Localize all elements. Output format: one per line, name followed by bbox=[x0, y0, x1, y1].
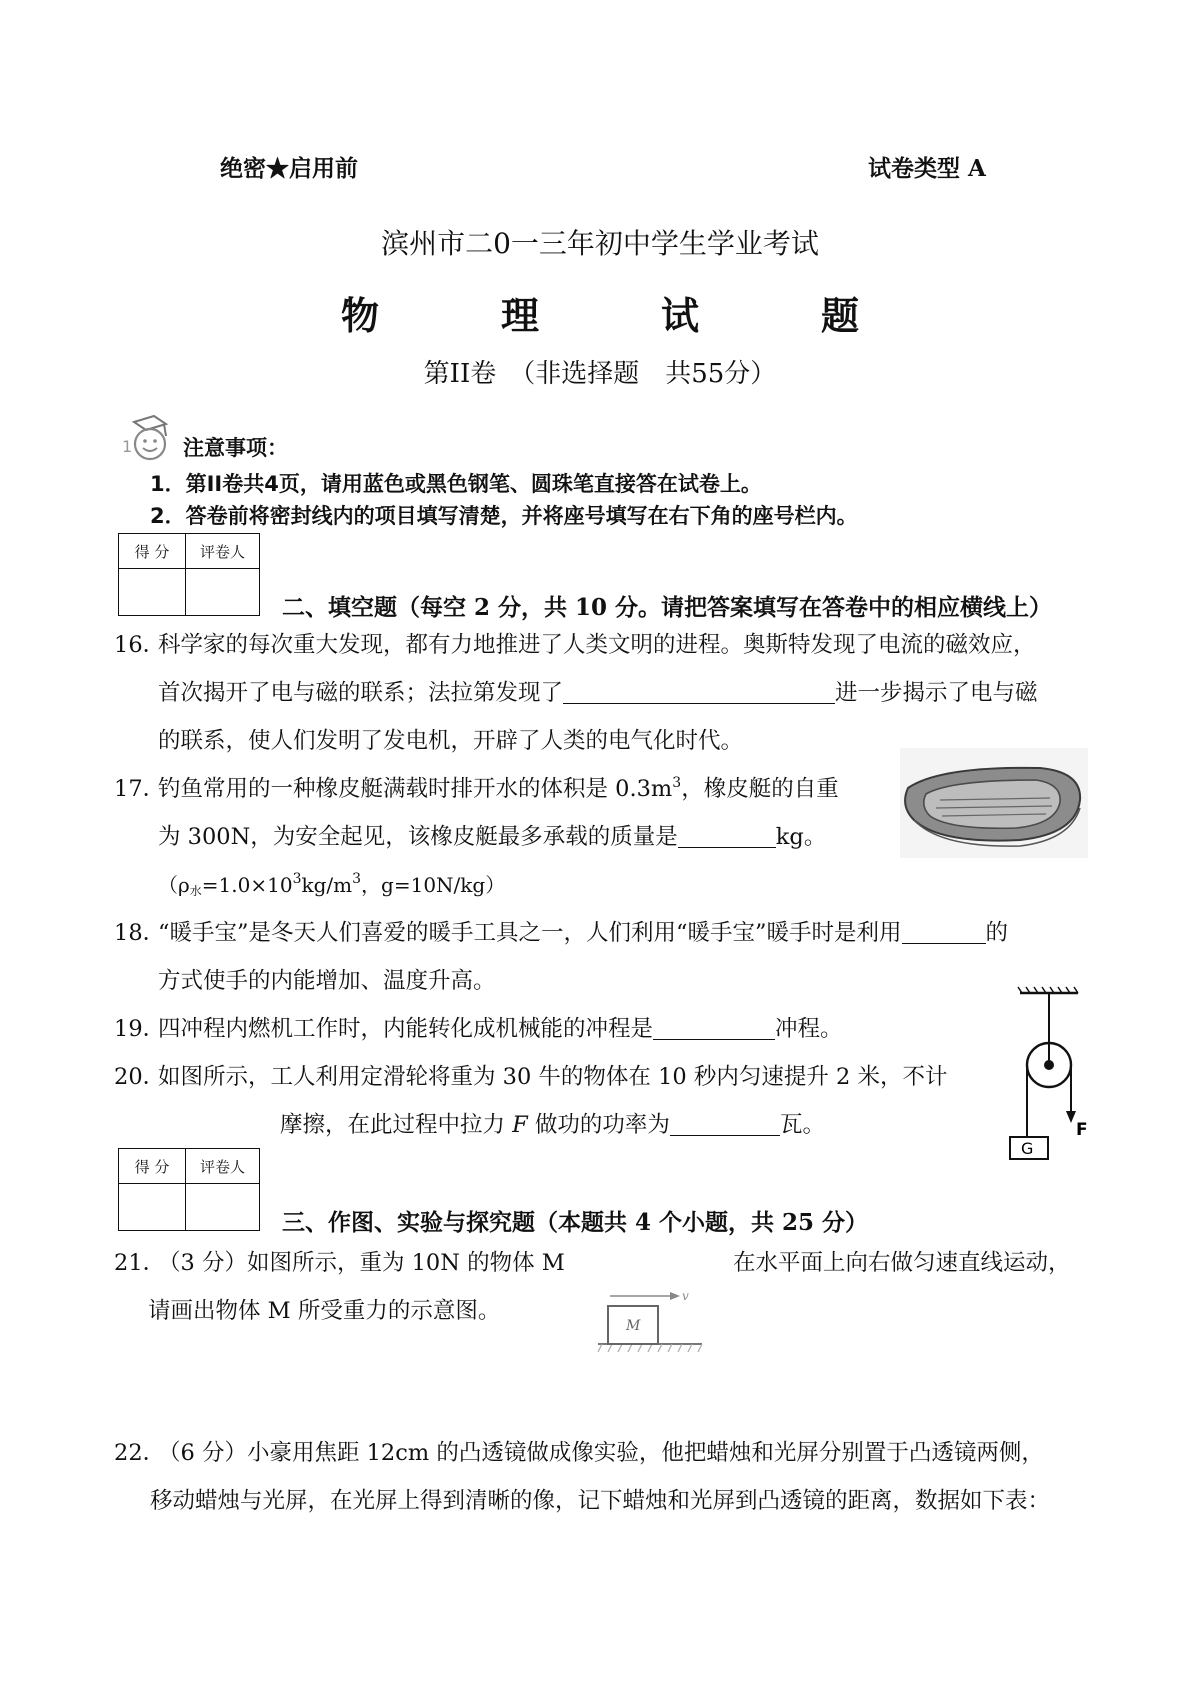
notice-item-1: 1．第II卷共4页，请用蓝色或黑色钢笔、圆珠笔直接答在试卷上。 bbox=[150, 472, 762, 496]
q20-text-a: 摩擦，在此过程中拉力 bbox=[280, 1112, 513, 1138]
q17-unit: kg。 bbox=[775, 824, 827, 850]
volume-line: 第II卷 （非选择题 共55分） bbox=[423, 359, 777, 389]
q17-answer-blank[interactable] bbox=[678, 821, 776, 848]
q17-line3 bbox=[158, 866, 505, 904]
q20-unit: 瓦。 bbox=[779, 1112, 825, 1138]
q21-text-b: 在水平面上向右做匀速直线运动， bbox=[733, 1250, 1071, 1276]
q17-number: 17． bbox=[114, 776, 166, 802]
q22-line1: （6 分）小豪用焦距 12cm 的凸透镜做成像实验，他把蜡烛和光屏分别置于凸透镜两侧， bbox=[158, 1440, 1044, 1466]
q19-text-b: 冲程。 bbox=[775, 1016, 843, 1042]
q17-rho: （ρ bbox=[158, 873, 190, 897]
q17-density-a: =1.0×10 bbox=[201, 873, 293, 897]
q18-line2: 方式使手的内能增加、温度升高。 bbox=[158, 968, 496, 994]
rubber-raft-image bbox=[900, 748, 1088, 858]
q17-exp1: 3 bbox=[292, 871, 302, 887]
pulley-force-label: F bbox=[1076, 1120, 1088, 1140]
q16-line2 bbox=[158, 674, 1038, 712]
q21-number: 21． bbox=[114, 1250, 166, 1276]
q19-number: 19． bbox=[114, 1016, 166, 1042]
section-experiment: 三、作图、实验与探究题（本题共 4 个小题，共 25 分） bbox=[282, 1209, 869, 1236]
score-table-1 bbox=[118, 533, 260, 616]
q20-number: 20． bbox=[114, 1064, 166, 1090]
q20-force-symbol: F bbox=[512, 1112, 528, 1138]
exam-title: 滨州市二0一三年初中学生学业考试 bbox=[381, 227, 819, 260]
block-mass-label: M bbox=[626, 1318, 641, 1334]
score-table-2 bbox=[118, 1148, 260, 1231]
svg-text:1: 1 bbox=[122, 437, 133, 456]
q17-text-b: ，橡皮艇的自重 bbox=[681, 776, 839, 802]
q19-text-a: 四冲程内燃机工作时，内能转化成机械能的冲程是 bbox=[158, 1016, 654, 1042]
q22-line2: 移动蜡烛与光屏，在光屏上得到清晰的像，记下蜡烛和光屏到凸透镜的距离，数据如下表： bbox=[150, 1488, 1051, 1514]
q17-line1 bbox=[158, 770, 839, 808]
smiley-graduate-icon bbox=[120, 412, 178, 464]
score-cell[interactable] bbox=[119, 1184, 186, 1231]
secrecy-label: 绝密★启用前 bbox=[220, 155, 358, 182]
q16-line3: 的联系，使人们发明了发电机，开辟了人类的电气化时代。 bbox=[158, 728, 744, 754]
q20-line1: 如图所示，工人利用定滑轮将重为 30 牛的物体在 10 秒内匀速提升 2 米，不计 bbox=[158, 1064, 948, 1090]
q21-line2: 请画出物体 M 所受重力的示意图。 bbox=[148, 1298, 501, 1324]
q20-text-b: 做功的功率为 bbox=[527, 1112, 670, 1138]
block-velocity-label: v bbox=[682, 1289, 689, 1303]
grader-cell[interactable] bbox=[186, 569, 260, 616]
q16-number: 16． bbox=[114, 632, 166, 658]
section-fill-blank: 二、填空题（每空 2 分，共 10 分。请把答案填写在答卷中的相应横线上） bbox=[282, 594, 1053, 621]
q19-answer-blank[interactable] bbox=[653, 1013, 775, 1040]
q16-line1: 科学家的每次重大发现，都有力地推进了人类文明的进程。奥斯特发现了电流的磁效应， bbox=[158, 632, 1036, 658]
q18-answer-blank[interactable] bbox=[902, 917, 986, 944]
q22-number: 22． bbox=[114, 1440, 166, 1466]
q18-line1 bbox=[158, 914, 1008, 952]
grader-label: 评卷人 bbox=[186, 1149, 260, 1184]
score-label: 得 分 bbox=[119, 1149, 186, 1184]
q17-exp2: 3 bbox=[352, 871, 362, 887]
grader-cell[interactable] bbox=[186, 1184, 260, 1231]
q17-text-c: 为 300N，为安全起见，该橡皮艇最多承载的质量是 bbox=[158, 824, 678, 850]
pulley-weight-label: G bbox=[1021, 1139, 1034, 1158]
q18-number: 18． bbox=[114, 920, 166, 946]
q18-text-a: “暖手宝”是冬天人们喜爱的暖手工具之一，人们利用“暖手宝”暖手时是利用 bbox=[158, 920, 902, 946]
q17-sup: 3 bbox=[672, 775, 682, 791]
q17-line2 bbox=[158, 818, 826, 856]
q16-answer-blank[interactable] bbox=[563, 677, 835, 704]
q17-density-c: ，g=10N/kg） bbox=[361, 873, 506, 897]
q20-answer-blank[interactable] bbox=[670, 1109, 780, 1136]
paper-type-label: 试卷类型 A bbox=[868, 155, 986, 182]
q17-text-a: 钓鱼常用的一种橡皮艇满载时排开水的体积是 0.3m bbox=[158, 776, 673, 802]
q16-text-b: 进一步揭示了电与磁 bbox=[835, 680, 1038, 706]
q16-text-a: 首次揭开了电与磁的联系；法拉第发现了 bbox=[158, 680, 564, 706]
fixed-pulley-diagram bbox=[1000, 985, 1100, 1163]
notice-item-2: 2．答卷前将密封线内的项目填写清楚，并将座号填写在右下角的座号栏内。 bbox=[150, 504, 858, 528]
subject-title: 物 理 试 题 bbox=[340, 293, 901, 338]
score-label: 得 分 bbox=[119, 534, 186, 569]
q17-rho-sub: 水 bbox=[189, 884, 202, 898]
notice-title: 注意事项： bbox=[183, 436, 288, 460]
q21-text-a: （3 分）如图所示，重为 10N 的物体 M bbox=[158, 1250, 565, 1276]
grader-label: 评卷人 bbox=[186, 534, 260, 569]
q20-line2 bbox=[280, 1106, 825, 1144]
q17-density-b: kg/m bbox=[301, 873, 353, 897]
q19-line1 bbox=[158, 1010, 843, 1048]
q18-text-b: 的 bbox=[985, 920, 1009, 946]
block-on-surface-diagram bbox=[596, 1282, 706, 1354]
score-cell[interactable] bbox=[119, 569, 186, 616]
